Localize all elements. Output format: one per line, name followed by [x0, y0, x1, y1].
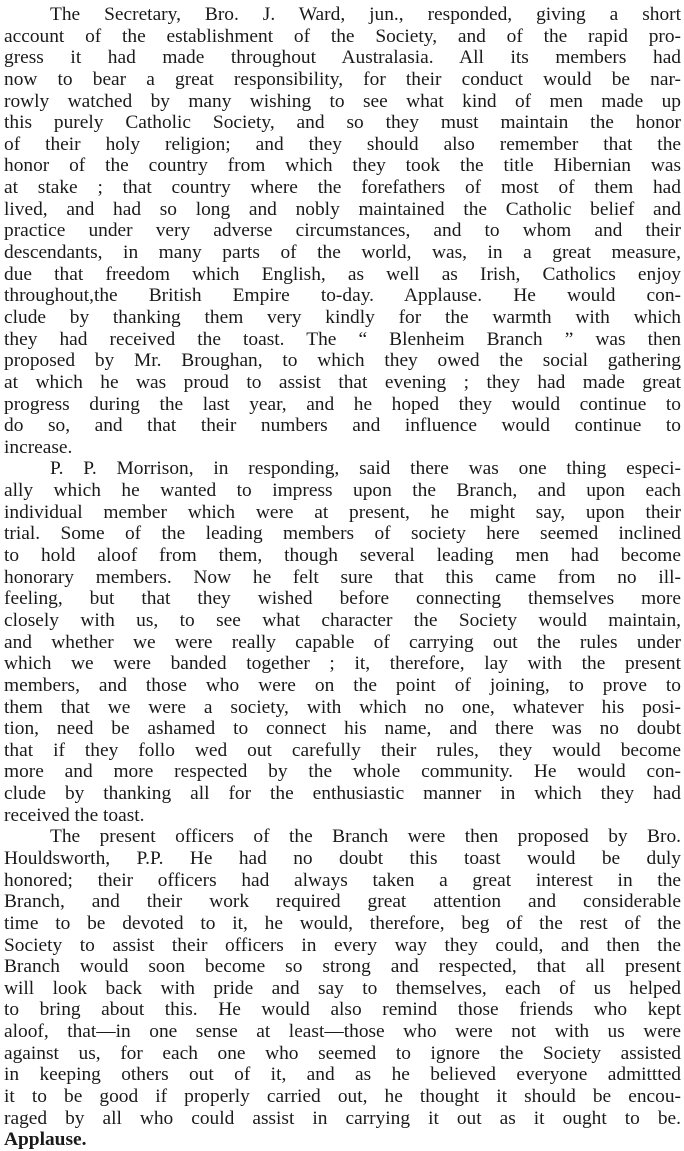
text-line: feeling, but that they wished before connecting themselves more — [4, 588, 681, 610]
article-paragraph — [4, 4, 681, 458]
text-line: of their holy religion; and they should also remember that the — [4, 133, 681, 155]
text-line: now to bear a great responsibility, for their conduct would be nar- — [4, 68, 681, 90]
text-line: Branch would soon become so strong and respected, that all present — [4, 956, 681, 978]
text-line: at stake ; that country where the forefathers of most of them had — [4, 177, 681, 199]
text-line: that if they follo wed out carefully their rules, they would become — [4, 739, 681, 761]
text-line: proposed by Mr. Broughan, to which they owed the social gathering — [4, 350, 681, 372]
text-line: aloof, that—in one sense at least—those who were not with us were — [4, 1021, 681, 1043]
text-line: throughout,the British Empire to-day. Applause. He would con- — [4, 285, 681, 307]
text-line: members, and those who were on the point of joining, to prove to — [4, 674, 681, 696]
text-line: and whether we were really capable of carrying out the rules under — [4, 631, 681, 653]
text-line: Society to assist their officers in every way they could, and then the — [4, 934, 681, 956]
text-line: descendants, in many parts of the world, was, in a great measure, — [4, 242, 681, 264]
text-line: more and more respected by the whole community. He would con- — [4, 761, 681, 783]
text-line: gress it had made throughout Australasia. All its members had — [4, 47, 681, 69]
text-line: trial. Some of the leading members of society here seemed inclined — [4, 523, 681, 545]
text-line: account of the establishment of the Society, and of the rapid pro- — [4, 25, 681, 47]
text-line: clude by thanking them very kindly for the warmth with which — [4, 306, 681, 328]
text-line: rowly watched by many wishing to see what kind of men made up — [4, 90, 681, 112]
text-line: honorary members. Now he felt sure that this came from no ill- — [4, 566, 681, 588]
text-line: it to be good if properly carried out, he thought it should be encou- — [4, 1086, 681, 1108]
text-line: time to be devoted to it, he would, therefore, beg of the rest of the — [4, 912, 681, 934]
text-line: honor of the country from which they took the title Hibernian was — [4, 155, 681, 177]
text-line: closely with us, to see what character the Society would maintain, — [4, 609, 681, 631]
article-paragraph — [4, 826, 681, 1151]
text-line: to hold aloof from them, though several leading men had become — [4, 545, 681, 567]
text-line: they had received the toast. The “ Blenheim Branch ” was then — [4, 328, 681, 350]
text-line: The present officers of the Branch were then proposed by Bro. — [50, 826, 681, 848]
text-line: received the toast. — [4, 804, 145, 826]
text-line: in keeping others out of it, and as he believed everyone admittted — [4, 1064, 681, 1086]
text-line: Branch, and their work required great attention and considerable — [4, 891, 681, 913]
article-paragraph — [4, 458, 681, 826]
text-line: tion, need be ashamed to connect his name, and there was no doubt — [4, 718, 681, 740]
text-line: Applause. — [4, 1129, 87, 1151]
text-line: will look back with pride and say to themselves, each of us helped — [4, 977, 681, 999]
text-line: progress during the last year, and he hoped they would continue to — [4, 393, 681, 415]
text-line: ally which he wanted to impress upon the Branch, and upon each — [4, 480, 681, 502]
text-line: due that freedom which English, as well as Irish, Catholics enjoy — [4, 263, 681, 285]
text-line: lived, and had so long and nobly maintained the Catholic belief and — [4, 198, 681, 220]
text-line: which we were banded together ; it, therefore, lay with the present — [4, 653, 681, 675]
text-line: The Secretary, Bro. J. Ward, jun., responded, giving a short — [50, 4, 681, 25]
text-line: individual member which were at present, he might say, upon their — [4, 501, 681, 523]
text-line: at which he was proud to assist that evening ; they had made great — [4, 371, 681, 393]
text-line: to bring about this. He would also remind those friends who kept — [4, 999, 681, 1021]
text-line: them that we were a society, with which no one, whatever his posi- — [4, 696, 681, 718]
text-line: raged by all who could assist in carrying it out as it ought to be. — [4, 1107, 681, 1129]
text-line: do so, and that their numbers and influence would continue to — [4, 415, 681, 437]
text-line: P. P. Morrison, in responding, said there was one thing especi- — [50, 458, 681, 480]
text-line: against us, for each one who seemed to ignore the Society assisted — [4, 1042, 681, 1064]
text-line: this purely Catholic Society, and so they must maintain the honor — [4, 112, 681, 134]
text-line: clude by thanking all for the enthusiastic manner in which they had — [4, 783, 681, 805]
text-line: honored; their officers had always taken a great interest in the — [4, 869, 681, 891]
text-line: increase. — [4, 436, 73, 458]
text-line: practice under very adverse circumstances, and to whom and their — [4, 220, 681, 242]
text-line: Houldsworth, P.P. He had no doubt this toast would be duly — [4, 847, 681, 869]
